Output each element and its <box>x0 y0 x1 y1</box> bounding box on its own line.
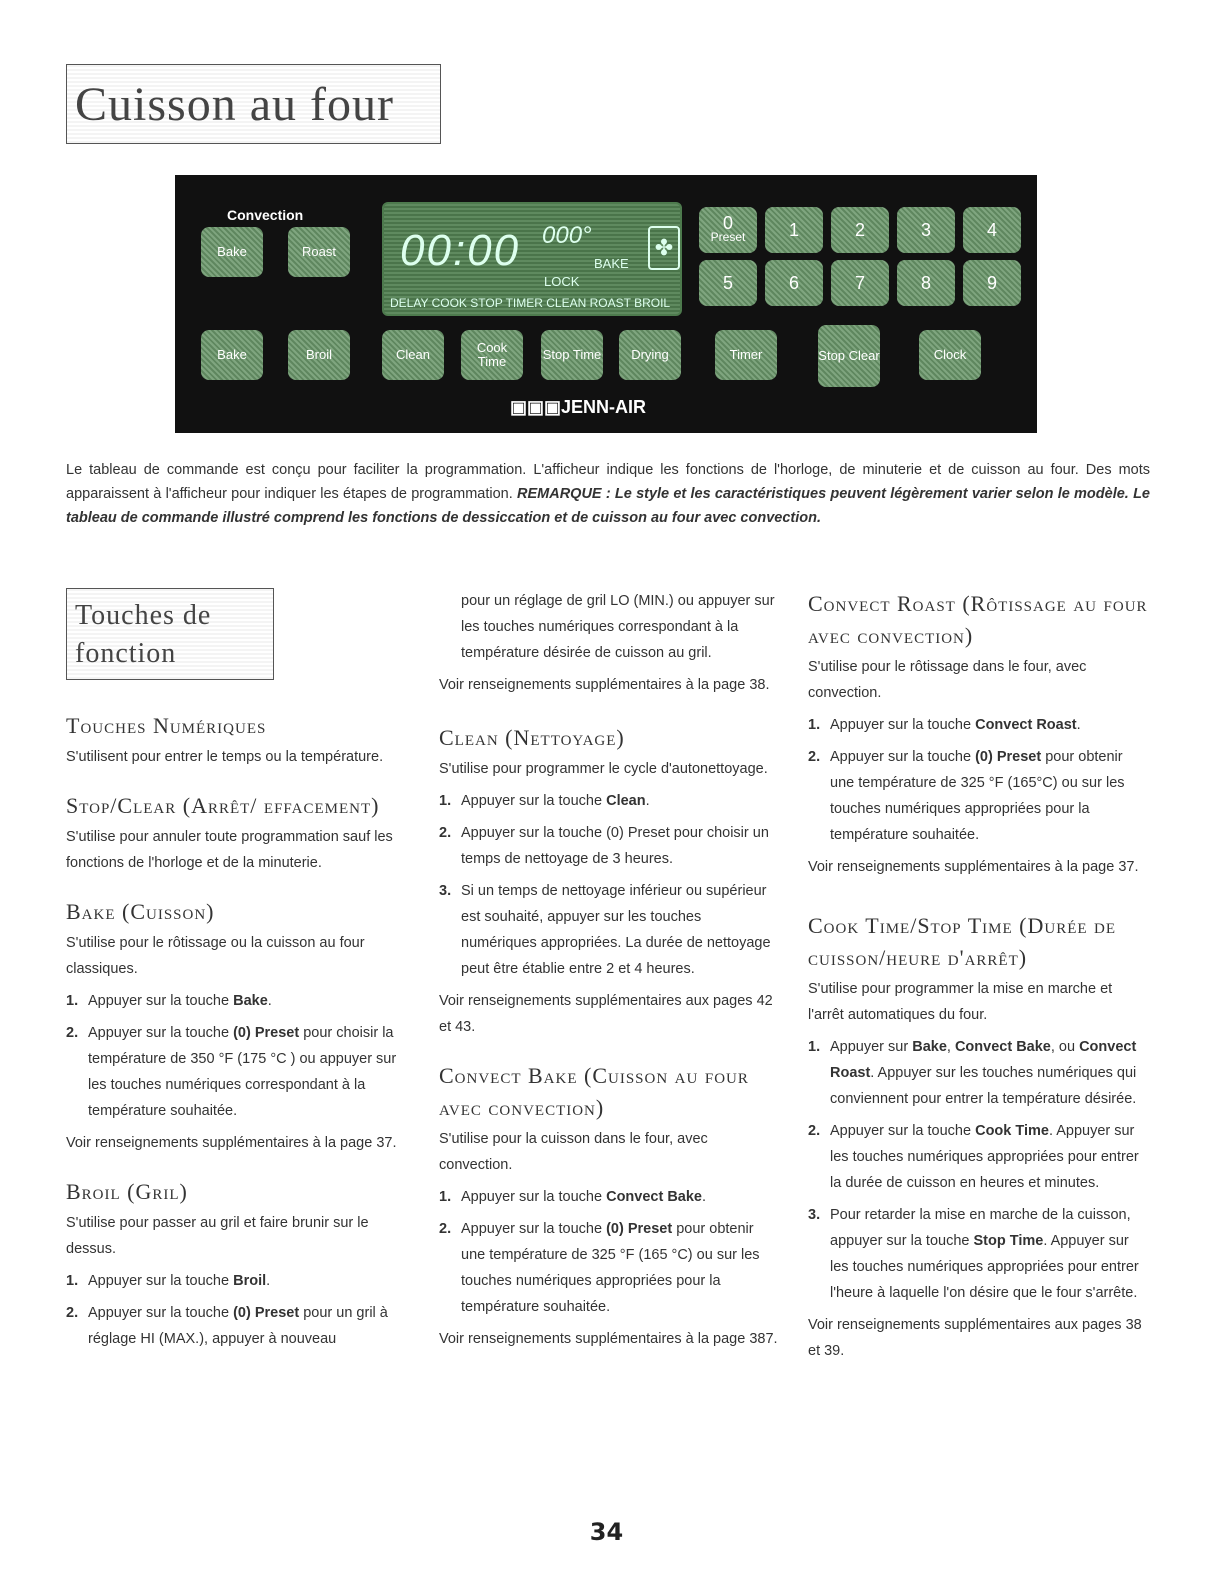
step-text: Appuyer sur la touche Cook Time. Appuyer sur les touches numériques appropriées pour entrer la durée de cuisson en heures et minutes. <box>830 1123 1139 1191</box>
step-text: Si un temps de nettoyage inférieur ou supérieur est souhaité, appuyer sur les touches numériques appropriées. La durée de nettoyage peut être établie entre 2 et 4 heures. <box>461 883 771 977</box>
step-text: Appuyer sur la touche (0) Preset pour obtenir une température de 325 °F (165 °C) ou sur les touches numériques appropriées pour la température souhaitée. <box>461 1221 760 1315</box>
convect-bake-step-2 <box>439 1216 779 1320</box>
broil-text: S'utilise pour passer au gril et faire brunir sur le dessus. <box>66 1215 369 1257</box>
pad-clean: Clean <box>382 330 444 380</box>
bake-step-2 <box>66 1020 406 1124</box>
convect-bake-text: S'utilise pour la cuisson dans le four, avec convection. <box>439 1131 708 1173</box>
convect-roast-step-2 <box>808 744 1148 848</box>
pad-0-preset-label: Preset <box>710 230 746 244</box>
intro-note: REMARQUE : Le style et les caractéristiques peuvent légèrement varier selon le modèle. Le tableau de commande illustré comprend les fonctions de dessiccation et de cuisson au four avec convection. <box>66 486 1150 526</box>
pad-broil: Broil <box>288 330 350 380</box>
pad-2: 2 <box>831 207 889 253</box>
heading-clean: Clean (Nettoyage) <box>439 725 625 750</box>
step-text: Appuyer sur la touche Broil. <box>88 1273 271 1289</box>
pad-7: 7 <box>831 260 889 306</box>
step-number: 2. <box>439 825 452 841</box>
pad-5: 5 <box>699 260 757 306</box>
convect-bake-step-1 <box>439 1184 779 1210</box>
display-temp: 000° <box>542 222 592 249</box>
heading-convect-roast: Convect Roast (Rôtissage au four avec convection) <box>808 591 1148 648</box>
oven-display <box>382 202 682 316</box>
convect-roast-text: S'utilise pour le rôtissage dans le four, avec convection. <box>808 659 1087 701</box>
column-2 <box>439 588 779 1358</box>
cook-time-step-2 <box>808 1118 1148 1196</box>
heading-broil: Broil (Gril) <box>66 1179 188 1204</box>
clean-text: S'utilise pour programmer le cycle d'autonettoyage. <box>439 761 768 777</box>
step-text: Appuyer sur la touche (0) Preset pour choisir un temps de nettoyage de 3 heures. <box>461 825 769 867</box>
pad-0-digit: 0 <box>722 213 733 233</box>
broil-step-1 <box>66 1268 406 1294</box>
pad-0-preset <box>699 207 757 253</box>
step-number: 3. <box>808 1207 821 1223</box>
section-box-title: Touches de fonction <box>66 588 274 680</box>
brand-name: JENN-AIR <box>561 397 647 417</box>
page-title: Cuisson au four <box>66 64 441 144</box>
step-text: Appuyer sur Bake, Convect Bake, ou Convect Roast. Appuyer sur les touches numériques qui conviennent pour entrer la température désirée. <box>830 1039 1137 1107</box>
step-text: Appuyer sur la touche Convect Roast. <box>830 717 1081 733</box>
heading-convect-bake: Convect Bake (Cuisson au four avec convection) <box>439 1063 749 1120</box>
step-number: 2. <box>439 1221 452 1237</box>
heading-numeric-keys: Touches Numériques <box>66 713 267 738</box>
broil-step-2 <box>66 1300 406 1352</box>
step-text: Appuyer sur la touche (0) Preset pour choisir la température de 350 °F (175 °C ) ou appuyer sur les touches numériques correspondant à la température souhaitée. <box>88 1025 397 1119</box>
brand-logo <box>510 397 646 418</box>
step-text: Appuyer sur la touche Convect Bake. <box>461 1189 707 1205</box>
pad-cook-time: Cook Time <box>461 330 523 380</box>
step-number: 2. <box>808 749 821 765</box>
display-lock: LOCK <box>544 274 580 289</box>
page-number: 34 <box>589 1518 624 1546</box>
clean-step-2 <box>439 820 779 872</box>
cook-time-more-info: Voir renseignements supplémentaires aux pages 38 et 39. <box>808 1317 1142 1359</box>
pad-4: 4 <box>963 207 1021 253</box>
pad-clock: Clock <box>919 330 981 380</box>
heading-bake: Bake (Cuisson) <box>66 899 215 924</box>
control-panel-illustration <box>175 175 1037 433</box>
brand-mark-icon: ▣▣▣ <box>510 397 562 417</box>
clean-step-1 <box>439 788 779 814</box>
step-number: 3. <box>439 883 452 899</box>
display-time: 00:00 <box>400 226 521 275</box>
display-bake: BAKE <box>594 256 629 271</box>
step-number: 2. <box>66 1025 79 1041</box>
bake-text: S'utilise pour le rôtissage ou la cuisson au four classiques. <box>66 935 365 977</box>
convection-label: Convection <box>227 207 304 223</box>
step-number: 1. <box>808 717 821 733</box>
step-text: Appuyer sur la touche (0) Preset pour un gril à réglage HI (MAX.), appuyer à nouveau <box>88 1305 388 1347</box>
clean-step-3 <box>439 878 779 982</box>
convect-bake-more-info: Voir renseignements supplémentaires à la page 387. <box>439 1331 778 1347</box>
broil-more-info: Voir renseignements supplémentaires à la page 38. <box>439 677 770 693</box>
cook-time-step-3 <box>808 1202 1148 1306</box>
step-text: Appuyer sur la touche (0) Preset pour obtenir une température de 325 °F (165°C) ou sur les touches numériques appropriées pour la température souhaitée. <box>830 749 1125 843</box>
step-number: 1. <box>439 1189 452 1205</box>
step-text: Appuyer sur la touche Bake. <box>88 993 272 1009</box>
step-number: 1. <box>66 993 79 1009</box>
broil-continued: pour un réglage de gril LO (MIN.) ou appuyer sur les touches numériques correspondant à la température désirée de cuisson au gril. <box>461 593 775 661</box>
convection-fan-icon: ✤ <box>648 226 680 270</box>
pad-8: 8 <box>897 260 955 306</box>
pad-bake: Bake <box>201 330 263 380</box>
column-1 <box>66 588 406 1358</box>
pad-1: 1 <box>765 207 823 253</box>
bake-more-info: Voir renseignements supplémentaires à la page 37. <box>66 1135 397 1151</box>
pad-drying: Drying <box>619 330 681 380</box>
cook-time-text: S'utilise pour programmer la mise en marche et l'arrêt automatiques du four. <box>808 981 1113 1023</box>
step-number: 1. <box>808 1039 821 1055</box>
pad-timer: Timer <box>715 330 777 380</box>
intro-text: Le tableau de commande est conçu pour faciliter la programmation. L'afficheur indique les fonctions de l'horloge, de minuterie et de cuisson au four. Des mots apparaissent à l'afficheur pour indiquer les étapes de programmation. <box>66 462 1150 502</box>
display-indicators: DELAY COOK STOP TIMER CLEAN ROAST BROIL <box>390 296 671 310</box>
pad-3: 3 <box>897 207 955 253</box>
clean-more-info: Voir renseignements supplémentaires aux pages 42 et 43. <box>439 993 773 1035</box>
step-number: 2. <box>808 1123 821 1139</box>
convect-roast-step-1 <box>808 712 1148 738</box>
step-text: Pour retarder la mise en marche de la cuisson, appuyer sur la touche Stop Time. Appuyer sur les touches numériques appropriées pour entrer l'heure à laquelle l'on désire que le four s'arrête. <box>830 1207 1139 1301</box>
step-number: 2. <box>66 1305 79 1321</box>
heading-stop-clear: Stop/Clear (Arrêt/ effacement) <box>66 793 380 818</box>
pad-stop-time: Stop Time <box>541 330 603 380</box>
pad-roast-convection: Roast <box>288 227 350 277</box>
step-number: 1. <box>439 793 452 809</box>
step-text: Appuyer sur la touche Clean. <box>461 793 650 809</box>
bake-step-1 <box>66 988 406 1014</box>
intro-paragraph <box>66 458 1150 530</box>
cook-time-step-1 <box>808 1034 1148 1112</box>
step-number: 1. <box>66 1273 79 1289</box>
pad-stop-clear: Stop Clear <box>818 325 880 387</box>
heading-cook-time: Cook Time/Stop Time (Durée de cuisson/heure d'arrêt) <box>808 913 1117 970</box>
convect-roast-more-info: Voir renseignements supplémentaires à la page 37. <box>808 859 1139 875</box>
numeric-keys-text: S'utilisent pour entrer le temps ou la température. <box>66 749 384 765</box>
pad-6: 6 <box>765 260 823 306</box>
column-3 <box>808 588 1148 1370</box>
pad-bake-convection: Bake <box>201 227 263 277</box>
stop-clear-text: S'utilise pour annuler toute programmation sauf les fonctions de l'horloge et de la minuterie. <box>66 829 393 871</box>
pad-9: 9 <box>963 260 1021 306</box>
